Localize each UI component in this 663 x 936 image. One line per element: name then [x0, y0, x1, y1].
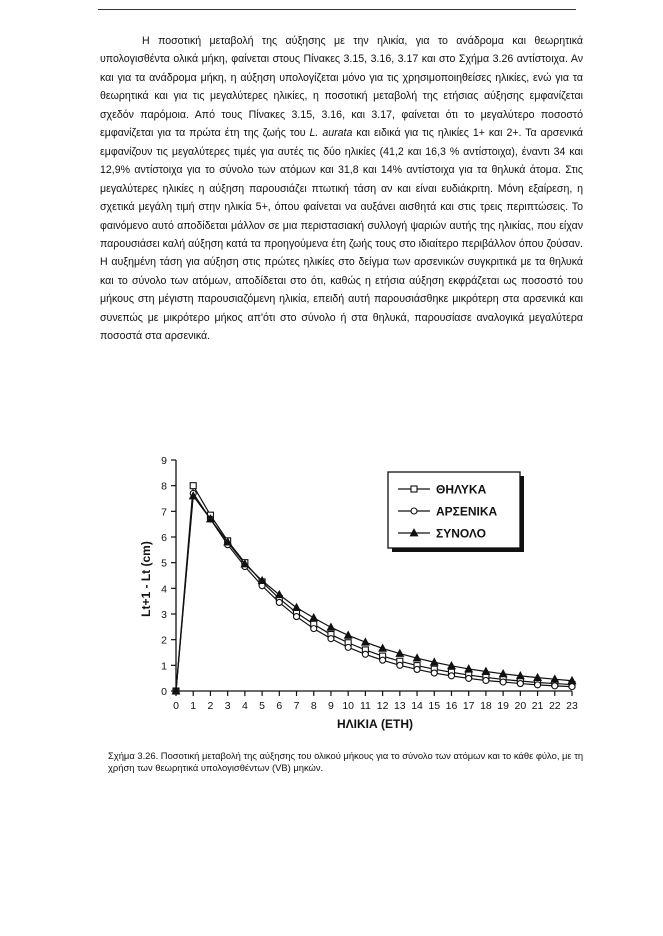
data-point-arsenika — [448, 673, 454, 679]
data-point-synolo — [293, 604, 301, 611]
chart-legend — [388, 472, 524, 552]
data-point-arsenika — [517, 681, 523, 687]
x-tick-label: 13 — [393, 700, 406, 712]
y-tick-label: 2 — [161, 634, 167, 647]
legend-label-thilyka: ΘΗΛΥΚΑ — [436, 482, 487, 497]
data-point-arsenika — [414, 666, 420, 672]
y-tick-label: 9 — [161, 455, 167, 467]
x-tick-label: 7 — [293, 700, 300, 712]
x-tick-label: 0 — [173, 700, 179, 712]
paragraph-text-1: Η ποσοτική μεταβολή της αύξησης με την ηλικία, για το ανάδρομα και θεωρητικά υπολογισθέντα ολικά μήκη, φαίνεται στους Πίνακες 3.15, 3.16, 3.17 και στο Σχήμα 3.26 αντίστοιχα. Αν και για τα ανάδρομα μήκη, η αύξηση υπολογίζεται μόνο για τις χρησιμοποιηθείσες ηλικίες, ενώ για τα θεωρητικά και για τις μεγαλύτερες ηλικίες, η ποσοτική μεταβολή της ετήσιας αύξησης εμφανίζεται σχεδόν παρόμοια. Από τους Πίνακες 3.15, 3.16, και 3.17, φαίνεται ότι το μεγαλύτερο ποσοστό εμφανίζεται για τα πρώτα έτη της ζωής του — [100, 35, 583, 140]
data-point-arsenika — [466, 675, 472, 681]
x-tick-label: 2 — [207, 700, 214, 712]
x-tick-label: 1 — [190, 700, 197, 712]
legend-label-synolo: ΣΥΝΟΛΟ — [436, 526, 486, 541]
paragraph-text-2: και ειδικά για τις ηλικίες 1+ και 2+. Τα αρσενικά εμφανίζουν τις μεγαλύτερες τιμές για αυτές τις δύο ηλικίες (41,2 και 16,3 % αντίστοιχα), έναντι 34 και 12,9% αντίστοιχα για το σύνολο των ατόμων και 31,8 και 14% αντίστοιχα για τα θηλυκά άτομα. Στις μεγαλύτερες ηλικίες η αύξηση παρουσιάζει πτωτική τάση αν και είναι ευδιάκριτη. Μόνη εξαίρεση, η σχετικά μεγάλη τιμή στην ηλικία 5+, όπου φαίνεται να αυξάνει αισθητά και στις τρεις περιπτώσεις. Το φαινόμενο αυτό αποδίδεται μάλλον σε μια περιστασιακή συλλογή ψαριών αυτής της ηλικίας, που είχαν παρουσιάσει καλή αύξηση κατά τα προηγούμενα έτη ζωής τους στο ιδιαίτερο περιβάλλον όπου ζούσαν. Η αυξημένη τάση για αύξηση στις πρώτες ηλικίες στο δείγμα των αρσενικών συγκριτικά με τα θηλυκά και το σύνολο των ατόμων, αποδίδεται στο ότι, καθώς η ετήσια αύξηση εκφράζεται ως ποσοστό του μήκους στη μέγιστη παρουσιαζόμενη ηλικία, επειδή αυτή παρουσιάσθηκε μικρότερη στα αρσενικά και συνεπώς με μικρότερο μήκος απ'ότι στο σύνολο ή στα θηλυκά, παρουσίασε αναλογικά μεγαλύτερα ποσοστά στα αρσενικά. — [100, 127, 583, 343]
data-point-arsenika — [552, 683, 558, 689]
legend-shadow-bottom — [392, 548, 524, 552]
y-axis-title: Lt+1 - Lt (cm) — [139, 541, 153, 617]
y-tick-label: 7 — [161, 506, 167, 519]
data-point-arsenika — [431, 670, 437, 676]
data-point-arsenika — [328, 636, 334, 642]
x-tick-label: 23 — [566, 700, 578, 712]
x-tick-label: 5 — [259, 700, 266, 712]
legend-shadow-right — [520, 476, 524, 552]
y-tick-label: 4 — [161, 583, 167, 596]
data-point-arsenika — [500, 679, 506, 685]
x-tick-label: 4 — [241, 700, 248, 712]
legend-marker-thilyka — [411, 486, 417, 492]
data-point-arsenika — [397, 662, 403, 668]
y-tick-label: 1 — [161, 660, 167, 673]
x-tick-label: 10 — [342, 700, 355, 712]
x-tick-label: 3 — [224, 700, 231, 712]
x-tick-label: 21 — [531, 700, 544, 712]
data-point-arsenika — [294, 614, 300, 620]
x-tick-label: 19 — [497, 700, 509, 712]
x-tick-label: 12 — [376, 700, 389, 712]
x-tick-label: 11 — [359, 700, 371, 712]
y-tick-label: 5 — [161, 557, 167, 570]
figure-caption: Σχήμα 3.26. Ποσοτική μεταβολή της αύξησης του ολικού μήκους για το σύνολο των ατόμων και το κάθε φύλο, με τη χρήση των θεωρητικά υπολογισθέντων (VB) μηκών. — [108, 750, 584, 773]
data-point-arsenika — [311, 626, 317, 632]
data-point-arsenika — [362, 651, 368, 657]
x-tick-label: 14 — [411, 700, 423, 712]
x-tick-label: 22 — [548, 700, 561, 712]
data-point-arsenika — [483, 677, 489, 683]
data-point-arsenika — [535, 682, 541, 688]
data-point-arsenika — [569, 684, 575, 690]
data-point-arsenika — [276, 599, 282, 605]
data-point-thilyka — [190, 483, 196, 489]
x-tick-label: 16 — [445, 700, 458, 712]
data-point-arsenika — [380, 657, 386, 663]
legend-marker-arsenika — [411, 508, 417, 514]
data-point-arsenika — [345, 644, 351, 650]
data-point-synolo — [310, 614, 318, 621]
x-tick-label: 9 — [328, 700, 334, 712]
y-tick-label: 8 — [161, 480, 167, 493]
x-tick-label: 15 — [428, 700, 441, 712]
x-tick-label: 18 — [480, 700, 492, 712]
species-name: L. aurata — [309, 127, 353, 140]
y-tick-label: 0 — [161, 686, 167, 698]
data-point-synolo — [344, 631, 352, 638]
data-point-synolo — [327, 623, 335, 630]
x-tick-label: 8 — [310, 700, 317, 712]
y-tick-label: 3 — [161, 609, 167, 621]
legend-label-arsenika: ΑΡΣΕΝΙΚΑ — [436, 504, 498, 519]
x-tick-label: 17 — [462, 700, 475, 712]
x-tick-label: 6 — [276, 700, 283, 712]
y-tick-label: 6 — [161, 532, 167, 544]
x-tick-label: 20 — [514, 700, 527, 712]
x-axis-title: ΗΛΙΚΙΑ (ΕΤΗ) — [337, 717, 413, 731]
